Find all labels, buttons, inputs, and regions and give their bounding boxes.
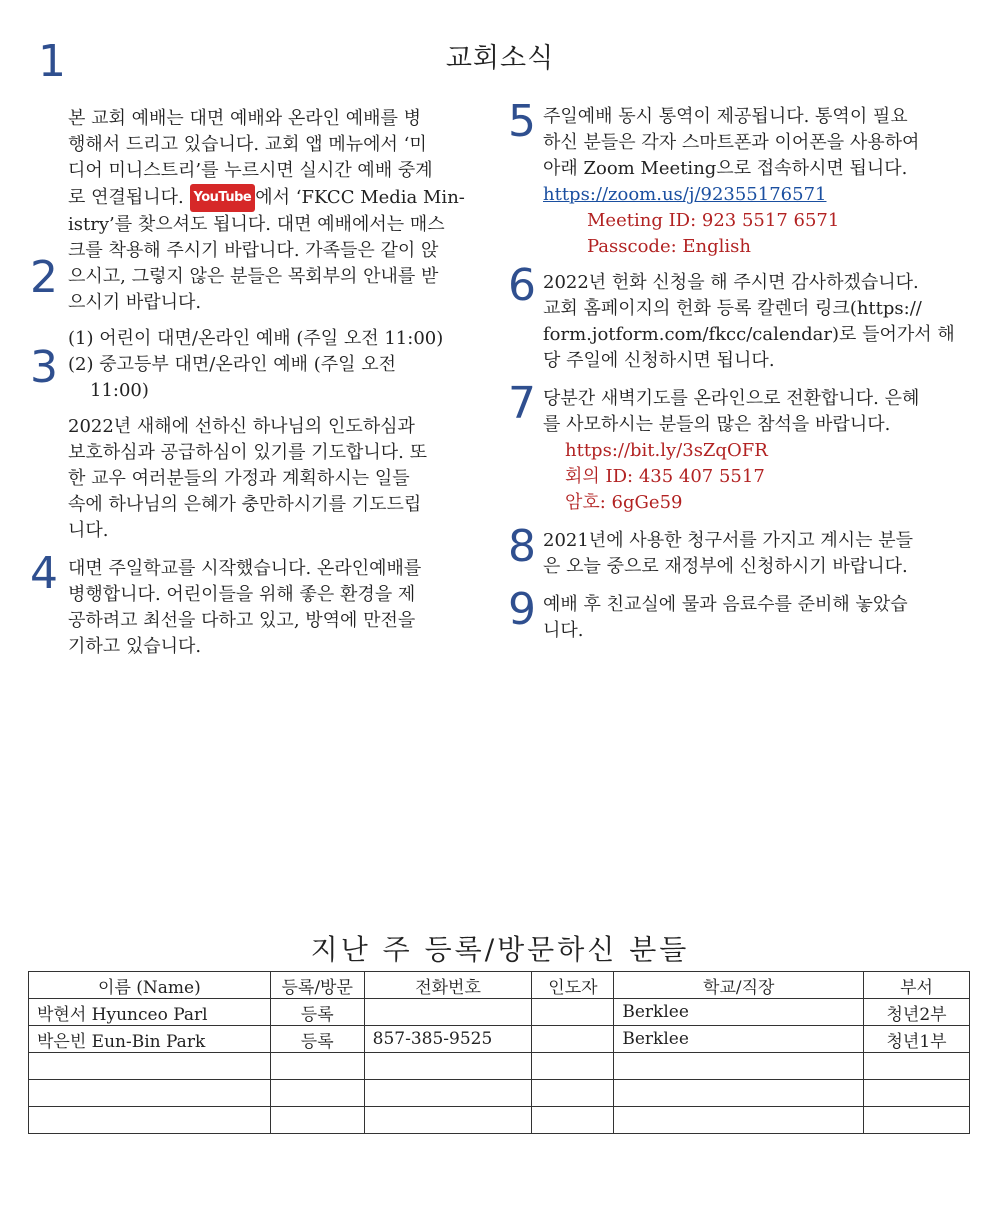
col-header-dept: 부서: [864, 972, 970, 999]
section-number-4: 4: [30, 548, 58, 599]
table-row: [29, 1107, 970, 1134]
youtube-logo: YouTube: [190, 184, 256, 212]
table-header-row: [29, 972, 970, 999]
visitors-table: [28, 971, 970, 1134]
section-number-8: 8: [508, 521, 536, 572]
zoom-link[interactable]: https://zoom.us/j/92355176571: [543, 184, 827, 205]
table-row: 박은빈 Eun-Bin Park 등록 857-385-9525 Berklee 청년1부: [29, 1026, 970, 1053]
page-title: 교회소식: [445, 43, 555, 74]
prayer-meeting-id: 회의 ID: 435 407 5517: [565, 466, 765, 487]
notice-9: 예배 후 친교실에 물과 음료수를 준비해 놓았습 니다.: [543, 594, 908, 641]
notice-8: 2021년에 사용한 청구서를 가지고 계시는 분들 은 오늘 중으로 재정부에 신청하시기 바랍니다.: [543, 530, 914, 577]
table-row: 박현서 Hyunceo Parl 등록 Berklee 청년2부: [29, 999, 970, 1026]
notice-6: 2022년 헌화 신청을 해 주시면 감사하겠습니다. 교회 홈페이지의 헌화 등록 칼렌더 링크(https:// form.jotform.com/fkcc/calendar)로 들어가서 해 당 주일에 신청하시면 됩니다.: [543, 272, 955, 371]
section-number-3: 3: [30, 342, 58, 393]
notice-1: 본 교회 예배는 대면 예배와 온라인 예배를 병 행해서 드리고 있습니다. 교회 앱 메뉴에서 ‘미 디어 미니스트리’를 누르시면 실시간 예배 중계 로 연결됩니다. YouTube 에서 ‘FKCC Media Min- istry’를 찾으셔도 됩니다. 대면 예배에서는 매스 크를 착용해 주시기 바랍니다. 가족들은 같이 앉 으시고, 그렇지 않은 분들은 목회부의 안내를 받 으시기 바랍니다.: [68, 108, 465, 313]
section-number-1: 1: [38, 36, 66, 87]
section-number-2: 2: [30, 252, 58, 303]
col-header-school: 학교/직장: [614, 972, 864, 999]
section-number-7: 7: [508, 378, 536, 429]
meeting-id: Meeting ID: 923 5517 6571: [587, 210, 840, 231]
visitors-title: 지난 주 등록/방문하신 분들: [310, 933, 690, 966]
section-number-5: 5: [508, 96, 536, 147]
col-header-name: 이름 (Name): [29, 972, 271, 999]
table-row: [29, 1053, 970, 1080]
section-number-6: 6: [508, 260, 536, 311]
notice-4: 대면 주일학교를 시작했습니다. 온라인예배를 병행합니다. 어린이들을 위해 좋은 환경을 제 공하려고 최선을 다하고 있고, 방역에 만전을 기하고 있습니다.: [68, 558, 422, 657]
prayer-link[interactable]: https://bit.ly/3sZqOFR: [565, 440, 768, 461]
notice-7: 당분간 새벽기도를 온라인으로 전환합니다. 은혜 를 사모하시는 분들의 많은 참석을 바랍니다. https://bit.ly/3sZqOFR 회의 ID: 435 407 5517 암호: 6gGe59: [543, 386, 971, 516]
notice-2-3: (1) 어린이 대면/온라인 예배 (주일 오전 11:00) (2) 중고등부 대면/온라인 예배 (주일 오전 11:00): [68, 328, 444, 401]
passcode: Passcode: English: [587, 236, 751, 257]
col-header-phone: 전화번호: [364, 972, 532, 999]
table-row: [29, 1080, 970, 1107]
prayer-passcode: 암호: 6gGe59: [565, 492, 683, 513]
col-header-status: 등록/방문: [270, 972, 364, 999]
notice-new-year: 2022년 새해에 선하신 하나님의 인도하심과 보호하심과 공급하심이 있기를 기도합니다. 또 한 교우 여러분들의 가정과 계획하시는 일들 속에 하나님의 은혜가 충만하시기를 기도드립 니다.: [68, 416, 427, 541]
section-number-9: 9: [508, 584, 536, 635]
col-header-guide: 인도자: [532, 972, 614, 999]
notice-5: 주일예배 동시 통역이 제공됩니다. 통역이 필요 하신 분들은 각자 스마트폰과 이어폰을 사용하여 아래 Zoom Meeting으로 접속하시면 됩니다. https://zoom.us/j/92355176571 Meeting ID: 923 5517 6571 Passcode: English: [543, 104, 971, 260]
